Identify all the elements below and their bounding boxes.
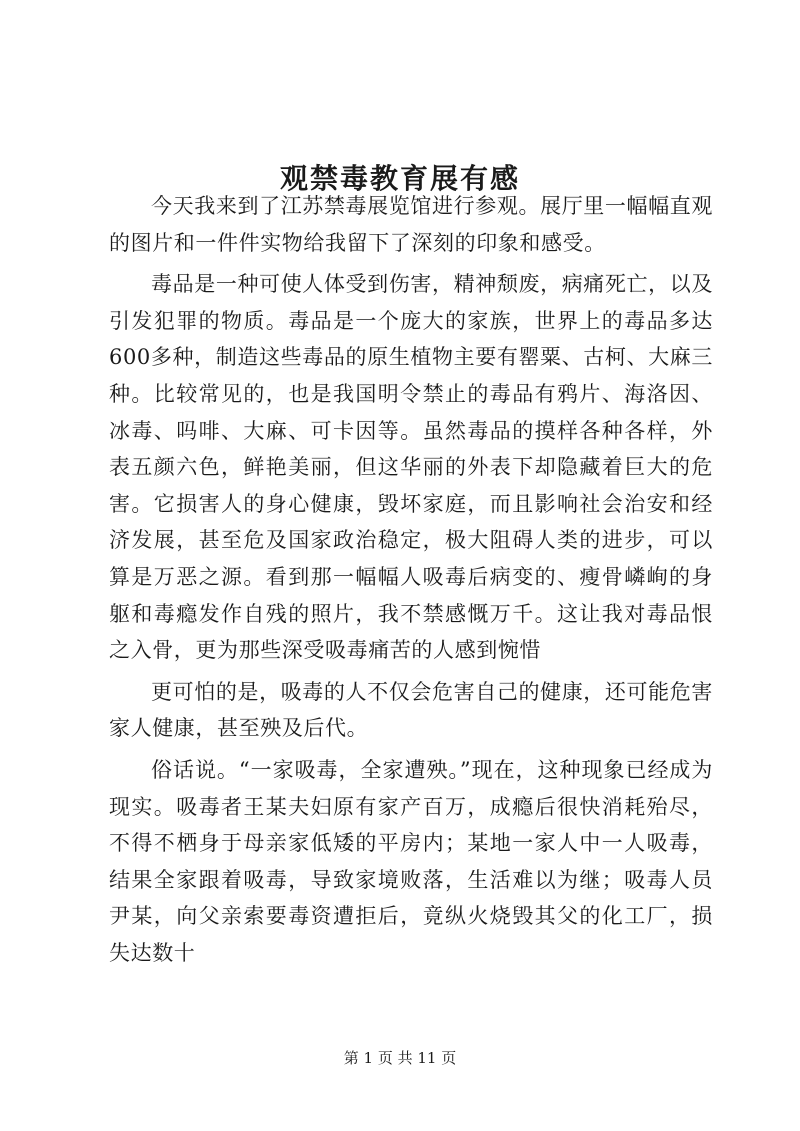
paragraph: 毒品是一种可使人体受到伤害，精神颓废，病痛死亡，以及引发犯罪的物质。毒品是一个庞大的家族，世界上的毒品多达600多种，制造这些毒品的原生植物主要有罂粟、古柯、大麻三种。比较常见的，也是我国明令禁止的毒品有鸦片、海洛因、冰毒、吗啡、大麻、可卡因等。虽然毒品的摸样各种各样，外表五颜六色，鲜艳美丽，但这华丽的外表下却隐藏着巨大的危害。它损害人的身心健康，毁坏家庭，而且影响社会治安和经济发展，甚至危及国家政治稳定，极大阻碍人类的进步，可以算是万恶之源。看到那一幅幅人吸毒后病变的、瘦骨嶙峋的身躯和毒瘾发作自残的照片，我不禁感慨万千。这让我对毒品恨之入骨，更为那些深受吸毒痛苦的人感到惋惜 [109,272,713,663]
paragraph: 今天我来到了江苏禁毒展览馆进行参观。展厅里一幅幅直观的图片和一件件实物给我留下了深刻的印象和感受。 [109,194,713,255]
page-number-footer: 第 1 页 共 11 页 [343,1049,457,1067]
paragraph: 更可怕的是，吸毒的人不仅会危害自己的健康，还可能危害家人健康，甚至殃及后代。 [109,679,713,741]
paragraph: 俗话说。“一家吸毒，全家遭殃。”现在，这种现象已经成为现实。吸毒者王某夫妇原有家产百万，成瘾后很快消耗殆尽，不得不栖身于母亲家低矮的平房内；某地一家人中一人吸毒，结果全家跟着吸毒，导致家境败落，生活难以为继；吸毒人员尹某，向父亲索要毒资遭拒后，竟纵火烧毁其父的化工厂，损失达数十 [109,757,713,965]
document-title: 观禁毒教育展有感 [279,161,520,195]
document-body [109,188,713,976]
